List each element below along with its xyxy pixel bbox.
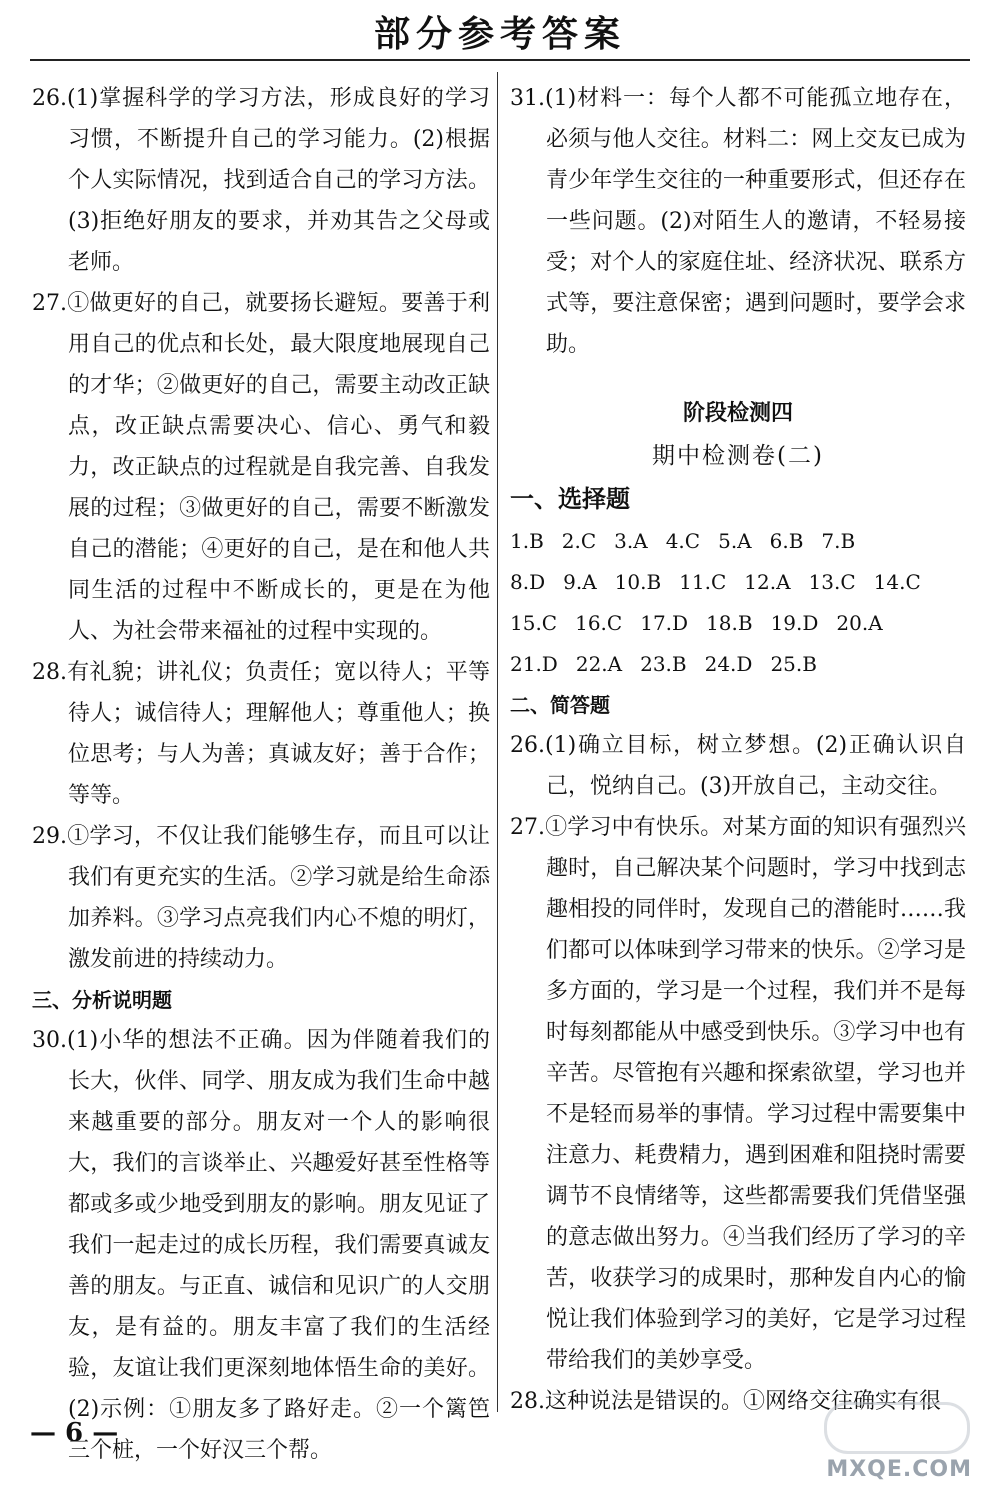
- exam-title: 期中检测卷(二): [652, 443, 824, 469]
- answer-row: 15.C 16.C 17.D 18.B 19.D 20.A: [510, 611, 883, 635]
- choice-answers: [510, 521, 966, 685]
- stage-title: 阶段检测四: [682, 401, 793, 426]
- watermark-text: MXQE.COM: [826, 1457, 972, 1482]
- answer-item-27: 27.①做更好的自己，就要扬长避短。要善于利用自己的优点和长处，最大限度地展现自己的才华；②做更好的自己，需要主动改正缺点，改正缺点需要决心、信心、勇气和毅力，改正缺点的过程就是自我完善、自我发展的过程；③做更好的自己，需要不断激发自己的潜能；④更好的自己，是在和他人共同生活的过程中不断成长的，更是在为他人、为社会带来福祉的过程中实现的。: [32, 291, 490, 644]
- section-heading-analysis: 三、分析说明题: [32, 988, 172, 1012]
- right-column: [510, 78, 966, 1422]
- section-heading-short-answer: 二、简答题: [510, 693, 610, 717]
- answer-item-30: 30.(1)小华的想法不正确。因为伴随着我们的长大，伙伴、同学、朋友成为我们生命中越来越重要的部分。朋友对一个人的影响很大，我们的言谈举止、兴趣爱好甚至性格等都或多或少地受到朋友的影响。朋友见证了我们一起走过的成长历程，我们需要真诚友善的朋友。与正直、诚信和见识广的人交朋友，是有益的。朋友丰富了我们的生活经验，友谊让我们更深刻地体悟生命的美好。(2)示例：①朋友多了路好走。②一个篱笆三个桩，一个好汉三个帮。: [32, 1028, 490, 1463]
- answer-row: 1.B 2.C 3.A 4.C 5.A 6.B 7.B: [510, 529, 856, 553]
- page-title: 部分参考答案: [373, 14, 626, 55]
- answer-item-31: 31.(1)材料一：每个人都不可能孤立地存在，必须与他人交往。材料二：网上交友已成为青少年学生交往的一种重要形式，但还存在一些问题。(2)对陌生人的邀请，不轻易接受；对个人的家庭住址、经济状况、联系方式等，要注意保密；遇到问题时，要学会求助。: [510, 86, 966, 357]
- column-divider: [497, 72, 498, 1412]
- section-heading-choice: 一、选择题: [510, 485, 630, 513]
- page-number: — 6 —: [30, 1418, 119, 1448]
- answer-row: 8.D 9.A 10.B 11.C 12.A 13.C 14.C: [510, 570, 921, 594]
- answer-item-28b: 28.这种说法是错误的。①网络交往确实有很: [510, 1389, 942, 1414]
- answer-item-28: 28.有礼貌；讲礼仪；负责任；宽以待人；平等待人；诚信待人；理解他人；尊重他人；换位思考；与人为善；真诚友好；善于合作；等等。: [32, 660, 490, 808]
- header-rule: [30, 59, 970, 61]
- answer-item-27b: 27.①学习中有快乐。对某方面的知识有强烈兴趣时，自己解决某个问题时，学习中找到志趣相投的同伴时，发现自己的潜能时……我们都可以体味到学习带来的快乐。②学习是多方面的，学习是一个过程，我们并不是每时每刻都能从中感受到快乐。③学习中也有辛苦。尽管抱有兴趣和探索欲望，学习也并不是轻而易举的事情。学习过程中需要集中注意力、耗费精力，遇到困难和阻挠时需要调节不良情绪等，这些都需要我们凭借坚强的意志做出努力。④当我们经历了学习的辛苦，收获学习的成果时，那种发自内心的愉悦让我们体验到学习的美好，它是学习过程带给我们的美妙享受。: [510, 815, 966, 1373]
- answer-row: 21.D 22.A 23.B 24.D 25.B: [510, 652, 817, 676]
- watermark-logo-icon: [824, 1402, 970, 1454]
- answer-item-26: 26.(1)掌握科学的学习方法，形成良好的学习习惯，不断提升自己的学习能力。(2)根据个人实际情况，找到适合自己的学习方法。(3)拒绝好朋友的要求，并劝其告之父母或老师。: [32, 86, 490, 275]
- page-header: [0, 0, 1000, 66]
- left-column: [32, 78, 490, 1471]
- answer-item-29: 29.①学习，不仅让我们能够生存，而且可以让我们有更充实的生活。②学习就是给生命添加养料。③学习点亮我们内心不熄的明灯，激发前进的持续动力。: [32, 824, 490, 972]
- answer-item-26b: 26.(1)确立目标，树立梦想。(2)正确认识自己，悦纳自己。(3)开放自己，主动交往。: [510, 733, 966, 799]
